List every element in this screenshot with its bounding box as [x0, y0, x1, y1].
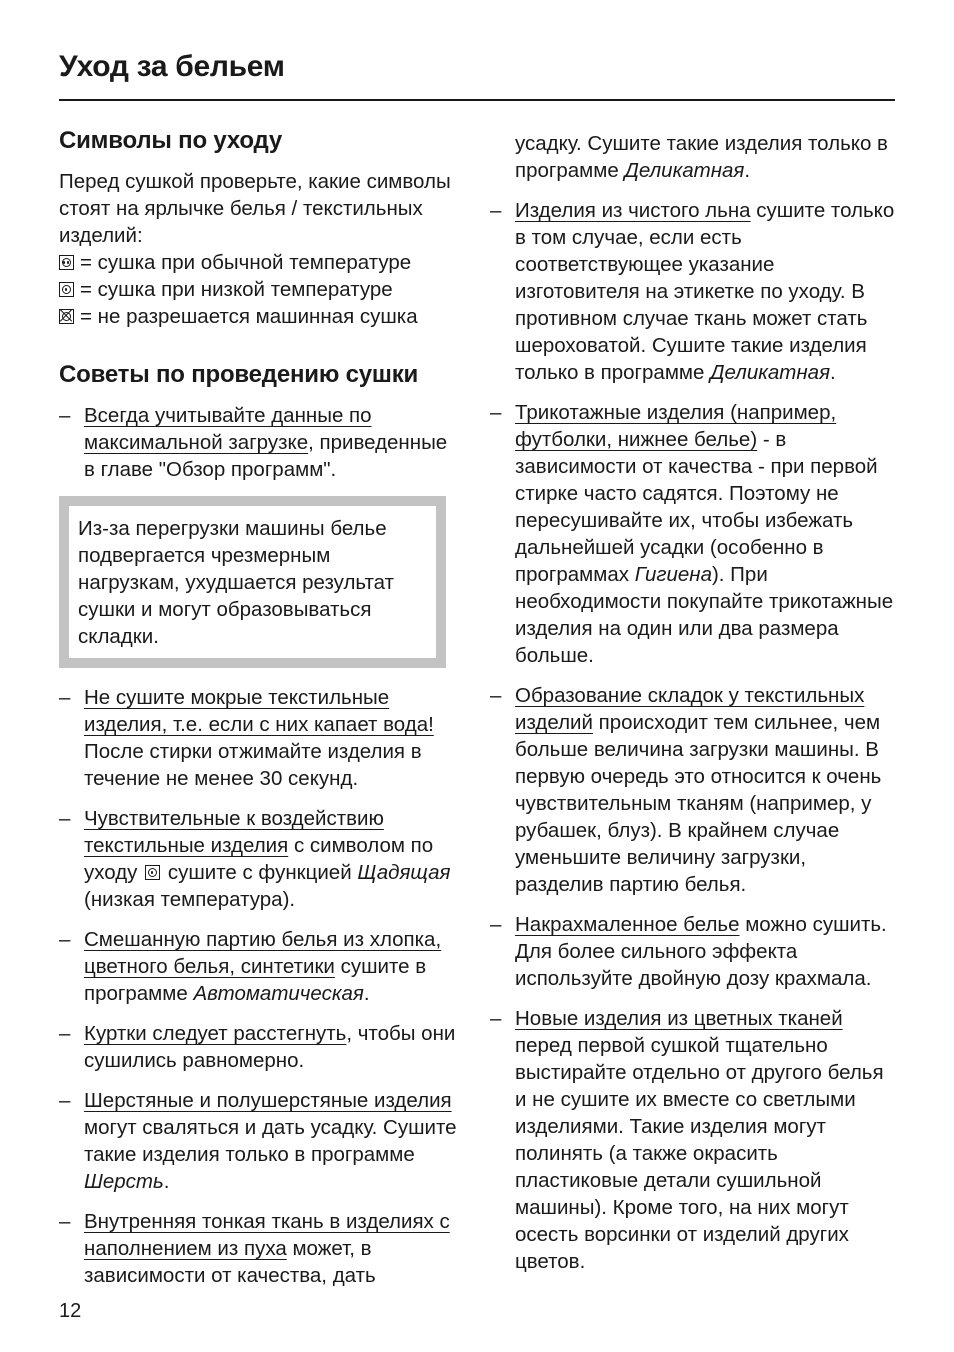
list-item [59, 402, 459, 483]
list-item [490, 1005, 900, 1275]
program-name: Деликатная [624, 159, 745, 182]
list-dash: – [59, 1210, 71, 1233]
list-item [59, 684, 459, 792]
list-dash: – [490, 401, 502, 424]
do-not-tumble-dry-icon [59, 309, 74, 324]
tip-text: - в зависимости от качества - при первой стирке часто садятся. Поэтому не пересушивайте их, чтобы избежать дальнейшей усадки (особенно в программах [515, 428, 878, 586]
list-dash: – [59, 1089, 71, 1112]
list-item [59, 1087, 459, 1195]
care-symbols-heading: Символы по уходу [59, 127, 282, 154]
drying-tips-heading: Советы по проведению сушки [59, 361, 419, 388]
tip-text: могут сваляться и дать усадку. Сушите такие изделия только в программе [84, 1116, 457, 1166]
tip-text: сушите только в том случае, если есть соответствующее указание изготовителя на этикетке по уходу. В противном случае ткань может стать шероховатой. Сушите такие изделия только в программе [515, 199, 895, 384]
left-column [59, 124, 459, 1289]
list-dash: – [59, 404, 71, 427]
program-name: Деликатная [710, 361, 831, 384]
tip-text: После стирки отжимайте изделия в течение не менее 30 секунд. [84, 740, 422, 790]
list-dash: – [59, 807, 71, 830]
overload-note-box [59, 496, 446, 668]
list-item [490, 399, 900, 669]
list-dash: – [59, 686, 71, 709]
tip-text: перед первой сушкой тщательно выстирайте отдельно от другого белья и не сушите их вместе со светлыми изделиями. Такие изделия могут полинять (а также окрасить пластиковые детали сушильной машины). Кроме того, на них могут осесть ворсинки от изделий других цветов. [515, 1034, 884, 1273]
list-dash: – [490, 1007, 502, 1030]
symbol-no-dry-text: = не разрешается машинная сушка [80, 305, 418, 328]
list-item [59, 1020, 459, 1074]
list-item [59, 805, 459, 913]
symbol-normal-text: = сушка при обычной температуре [80, 251, 412, 274]
tip-text: усадку. Сушите такие изделия только в программе [515, 132, 888, 182]
program-name: Шерсть [84, 1170, 164, 1193]
list-item [490, 682, 900, 898]
tip-underlined: Накрахмаленное белье [515, 913, 740, 936]
tip-text: можно сушить. Для более сильного эффекта используйте двойную дозу крахмала. [515, 913, 887, 990]
list-dash: – [59, 1022, 71, 1045]
tip-text: ). При необходимости покупайте трикотажные изделия на один или два размера больше. [515, 563, 894, 667]
tip-text: . [830, 361, 836, 384]
symbol-row-low [59, 276, 459, 303]
page-number: 12 [59, 1300, 82, 1322]
care-symbols-intro: Перед сушкой проверьте, какие символы стоят на ярлычке белья / текстильных изделий: [59, 170, 451, 247]
overload-note-text: Из-за перегрузки машины белье подвергается чрезмерным нагрузкам, ухудшается результат сушки и могут образовываться складки. [78, 517, 394, 648]
tip-text: (низкая температура). [84, 888, 296, 911]
tip-text: сушите в программе [84, 955, 427, 1005]
program-name: Гигиена [634, 563, 712, 586]
tip-underlined: Всегда учитывайте данные по максимальной загрузке [84, 404, 372, 454]
tip-underlined: Новые изделия из цветных тканей [515, 1007, 843, 1030]
list-item [59, 926, 459, 1007]
tip-underlined: Смешанную партию белья из хлопка, цветного белья, синтетики [84, 928, 442, 978]
tip-text: . [744, 159, 751, 182]
list-dash: – [490, 913, 502, 936]
tip-underlined: Изделия из чистого льна [515, 199, 751, 222]
tip-text: , чтобы они сушились равномерно. [84, 1022, 456, 1072]
tip-text: сушите с функцией [162, 861, 358, 884]
symbol-row-no-dry [59, 303, 459, 330]
tip-underlined: Куртки следует расстегнуть [84, 1022, 347, 1045]
list-item [490, 911, 900, 992]
tip-text: , приведенные в главе "Обзор программ". [84, 431, 448, 481]
symbol-low-text: = сушка при низкой температуре [80, 278, 393, 301]
program-name: Автоматическая [193, 982, 364, 1005]
list-dash: – [490, 199, 502, 222]
list-item [490, 197, 900, 386]
tip-underlined: Не сушите мокрые текстильные изделия, т.е. если с них капает вода! [84, 686, 434, 736]
page-title: Уход за бельем [59, 50, 285, 83]
tip-text: происходит тем сильнее, чем больше величина загрузки машины. В первую очередь это относится к очень чувствительным тканям (например, у рубашек, блуз). В крайнем случае уменьшите величину загрузки, разделив партию белья. [515, 711, 882, 896]
tip-text: . [363, 982, 370, 1005]
tip-underlined: Шерстяные и полушерстяные изделия [84, 1089, 452, 1112]
right-column [490, 130, 900, 1275]
list-dash: – [59, 928, 71, 951]
tip-text: может, в зависимости от качества, дать [84, 1237, 376, 1287]
tip-text: . [163, 1170, 170, 1193]
tumble-dry-normal-icon [59, 255, 74, 270]
program-name: Щадящая [357, 861, 451, 884]
list-dash: – [490, 684, 502, 707]
list-item [59, 1208, 459, 1289]
tip-underlined: Образование складок у текстильных изделий [515, 684, 865, 734]
tip-underlined: Чувствительные к воздействию текстильные изделия [84, 807, 384, 857]
tip-underlined: Трикотажные изделия (например, футболки, нижнее белье) [515, 401, 837, 451]
tip-underlined: Внутренняя тонкая ткань в изделиях с наполнением из пуха [84, 1210, 450, 1260]
tip-text: с символом по уходу [84, 834, 434, 884]
tumble-dry-low-icon [59, 282, 74, 297]
title-divider [59, 99, 895, 101]
symbol-row-normal [59, 249, 459, 276]
tumble-dry-low-icon [145, 865, 160, 880]
list-item-continuation [490, 130, 900, 184]
